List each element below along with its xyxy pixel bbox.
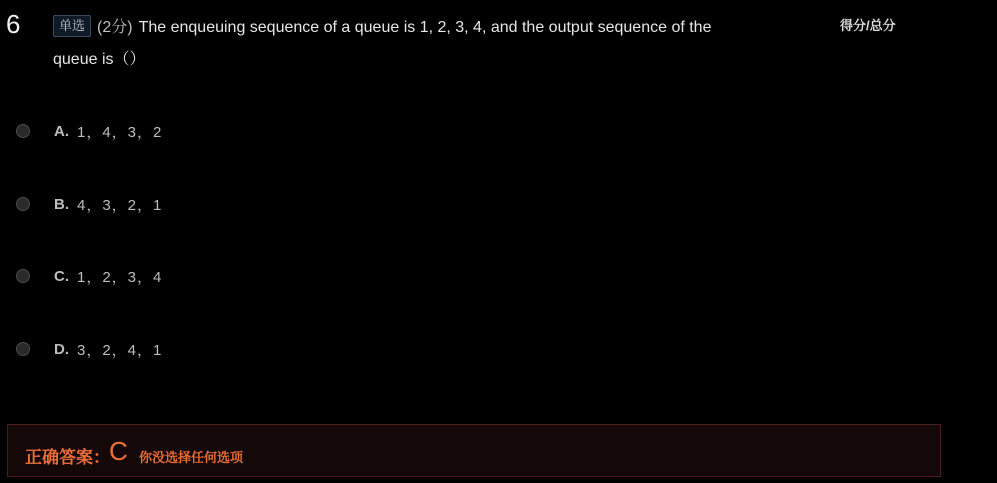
no-selection-note: 你没选择任何选项 (139, 450, 244, 465)
option-c-letter: C. (54, 267, 69, 285)
option-d-radio[interactable] (16, 342, 30, 356)
correct-answer-value: C (109, 436, 128, 466)
question-header (53, 12, 723, 76)
option-b-letter: B. (54, 195, 69, 213)
option-b[interactable] (16, 193, 162, 215)
option-b-radio[interactable] (16, 197, 30, 211)
option-d-letter: D. (54, 340, 69, 358)
option-a-radio[interactable] (16, 124, 30, 138)
question-number: 6 (6, 9, 21, 39)
option-a[interactable] (16, 120, 162, 142)
option-c-text: 1，2，3，4 (77, 268, 163, 286)
option-a-text: 1，4，3，2 (77, 123, 163, 141)
option-c-radio[interactable] (16, 269, 30, 283)
option-a-letter: A. (54, 122, 69, 140)
option-c[interactable] (16, 265, 162, 287)
correct-answer-box (7, 424, 941, 477)
option-b-text: 4，3，2，1 (77, 196, 163, 214)
correct-answer-label: 正确答案： (25, 448, 110, 467)
question-type-tag: 单选 (53, 15, 91, 37)
score-total-label: 得分/总分 (840, 18, 896, 33)
question-text: The enqueuing sequence of a queue is 1, 2, 3, 4, and the output sequence of the queue is（） (53, 19, 712, 68)
question-points: (2分) (97, 19, 133, 36)
option-d-text: 3，2，4，1 (77, 341, 163, 359)
option-d[interactable] (16, 338, 162, 360)
